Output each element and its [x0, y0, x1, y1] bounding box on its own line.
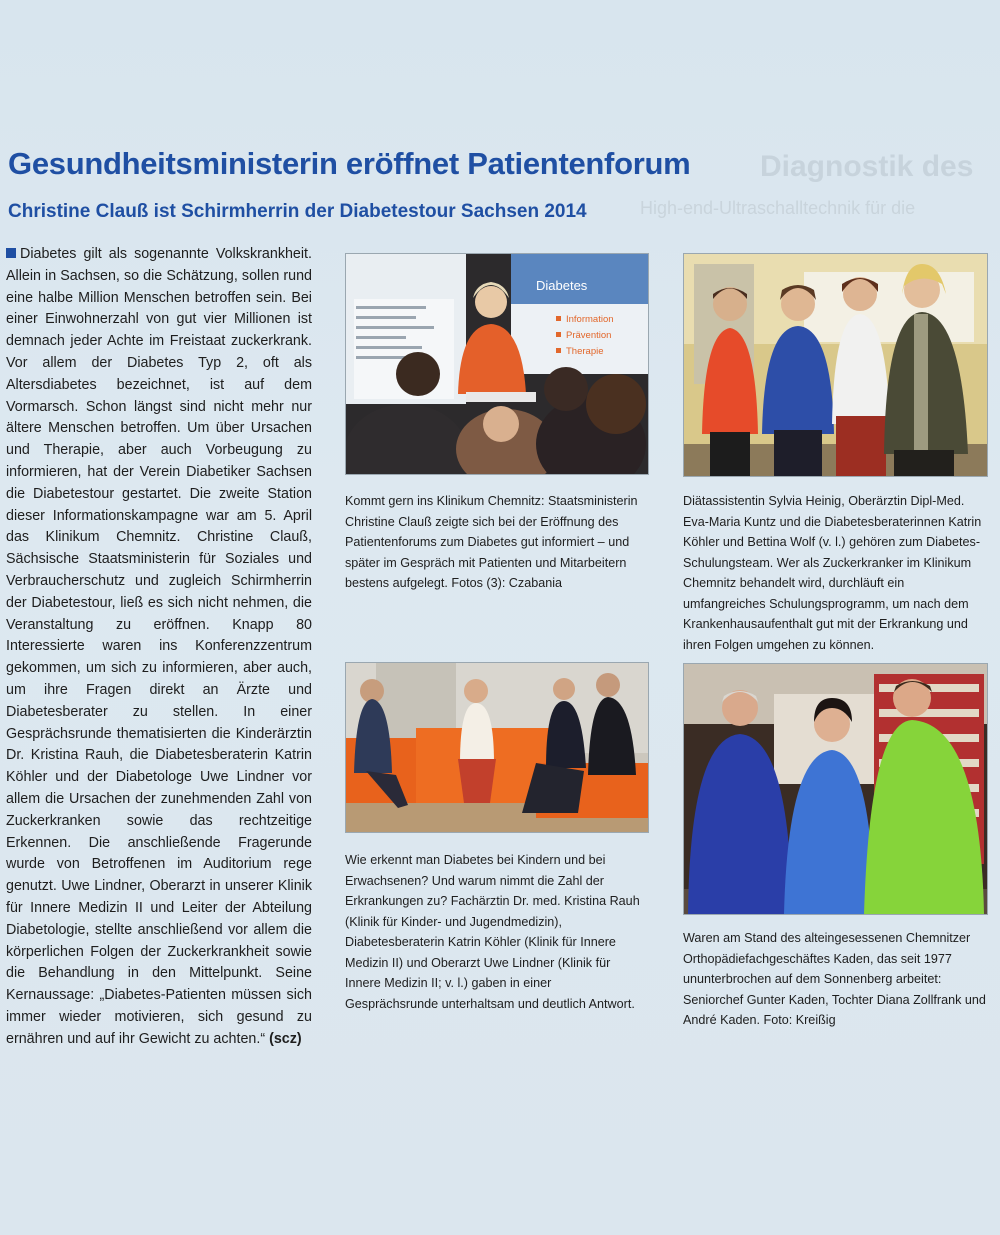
article-body-text: Diabetes gilt als sogenannte Volkskrankheit. Allein in Sachsen, so die Schätzung, sollen rund eine halbe Million Menschen betroffen sein. Bei einer Einwohnerzahl von gut vier Millionen ist demnach jeder Achte im Freistaat zuckerkrank. Vor allem der Diabetes Typ 2, oft als Altersdiabetes bezeichnet, ist auf dem Vormarsch. Schon längst sind nicht mehr nur ältere Menschen betroffen. Um über Ursachen und Therapie, aber auch Vorbeugung zu informieren, hat der Verein Diabetiker Sachsen die Diabetestour gestartet. Die zweite Station dieser Informationskampagne war am 5. April das Klinikum Chemnitz. Christine Clauß, Sächsische Staatsministerin für Soziales und Verbraucherschutz und zugleich Schirmherrin der Diabetestour, ließ es sich nicht nehmen, die Veranstaltung zu eröffnen. Knapp 80 Interessierte waren ins Konferenzzentrum gekommen, um sich zu informieren, aber auch, um ihre Fragen direkt an Ärzte und Diabetesberater zu stellen. In einer Gesprächsrunde thematisierten die Kinderärztin Dr. Kristina Rauh, die Diabetesberaterin Katrin Köhler und der Diabetologe Uwe Lindner vor allem die Ursachen der zunehmenden Zahl von Zuckerkranken sowie das rechtzeitige Erkennen. Die anschließende Fragerunde wurde von Betroffenen im Auditorium rege genutzt. Uwe Lindner, Oberarzt in unserer Klinik für Innere Medizin II und Leiter der Abteilung Diabetologie, stellte anschließend vor allem die körperlichen Folgen der Zuckerkrankheit sowie die Behandlung in den Mittelpunkt. Seine Kernaussage: „Diabetes-Patienten müssen sich immer wieder motivieren, sich gesund zu ernähren und auf ihr Gewicht zu achten.“ — [6, 246, 312, 1047]
photo-diabetes-team-image — [684, 254, 987, 476]
bleed-through-subheadline: High-end-Ultraschalltechnik für die — [640, 198, 916, 218]
photo-discussion-round — [345, 662, 649, 833]
photo-kaden-booth-image — [684, 664, 987, 914]
photo-minister-speech — [345, 253, 649, 475]
photo-minister-speech-image — [346, 254, 648, 474]
article-subheadline: Christine Clauß ist Schirmherrin der Diabetestour Sachsen 2014 — [8, 201, 587, 222]
banner-diabetes-word: Diabetes — [536, 278, 588, 293]
photo-minister-speech-caption: Kommt gern ins Klinikum Chemnitz: Staatsministerin Christine Clauß zeigte sich bei der Eröffnung des Patientenforums zum Diabetes gut informiert – und später im Gespräch mit Patienten und Mitarbeitern bestens aufgelegt. Fotos (3): Czabania — [345, 494, 638, 590]
photo-discussion-round-caption: Wie erkennt man Diabetes bei Kindern und bei Erwachsenen? Und warum nimmt die Zahl der Erkrankungen zu? Fachärztin Dr. med. Kristina Rauh (Klinik für Kinder- und Jugendmedizin), Diabetesberaterin Katrin Köhler (Klinik für Innere Medizin II) und Oberarzt Uwe Lindner (Klinik für Innere Medizin II; v. l.) gaben in einer Gesprächsrunde unterhaltsam und deutlich Antwort. — [345, 853, 640, 1011]
article-byline: (scz) — [269, 1030, 302, 1047]
bleed-through-headline: Diagnostik des — [760, 150, 974, 183]
banner-line-information: Information — [566, 314, 614, 325]
banner-line-praevention: Prävention — [566, 330, 612, 341]
article-body-column — [6, 244, 312, 1050]
photo-kaden-booth — [683, 663, 988, 915]
photo-diabetes-team — [683, 253, 988, 477]
banner-line-therapie: Therapie — [566, 346, 604, 357]
paragraph-square-bullet-icon — [6, 248, 16, 258]
photo-diabetes-team-caption: Diätassistentin Sylvia Heinig, Oberärztin Dipl-Med. Eva-Maria Kuntz und die Diabetesberaterinnen Katrin Köhler und Bettina Wolf (v. l.) gehören zum Diabetes-Schulungsteam. Wer als Zuckerkranker im Klinikum Chemnitz behandelt wird, durchläuft ein umfangreiches Schulungsprogramm, um nach dem Krankenhausaufenthalt gut mit der Erkrankung und ihren Folgen umgehen zu können. — [683, 494, 982, 652]
article-headline: Gesundheitsministerin eröffnet Patientenforum — [8, 146, 691, 181]
photo-discussion-round-image — [346, 663, 648, 832]
photo-kaden-booth-caption: Waren am Stand des alteingesessenen Chemnitzer Orthopädiefachgeschäftes Kaden, das seit 1977 ununterbrochen auf dem Sonnenberg arbeitet: Seniorchef Gunter Kaden, Tochter Diana Zollfrank und André Kaden. Foto: Kreißig — [683, 931, 986, 1027]
